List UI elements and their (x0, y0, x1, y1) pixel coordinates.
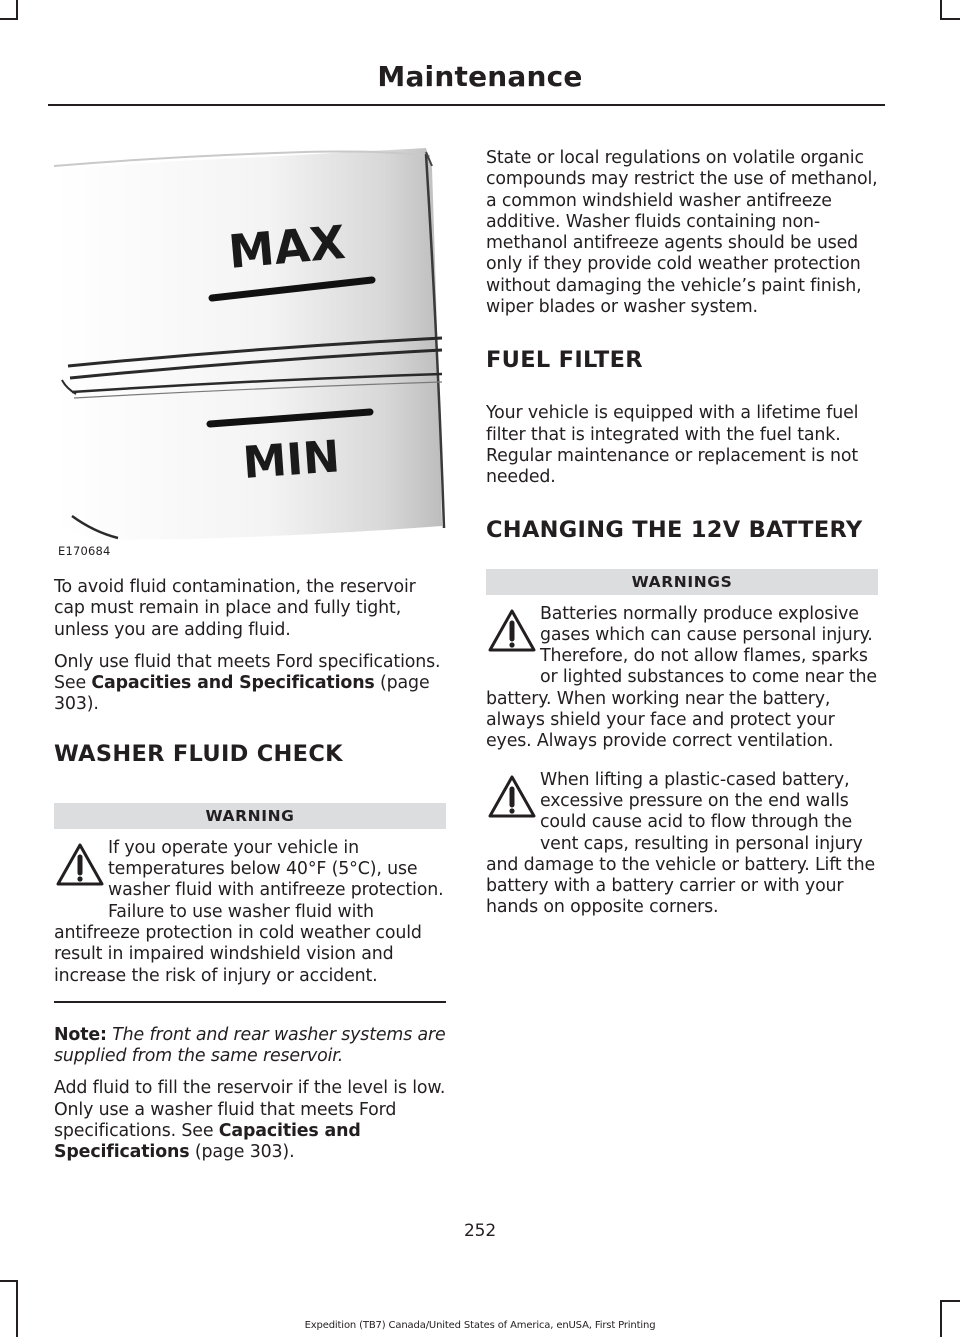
max-label: MAX (226, 214, 348, 279)
page-reference: (page 303). (54, 673, 430, 715)
warning-block (486, 770, 878, 919)
warning-text: If you operate your vehicle in temperatures below 40°F (5°C), use washer fluid with antifreeze protection. Failure to use washer fluid with antifreeze protection in cold weather could result in impaired windshield vision and increase the risk of injury or accident. (54, 837, 444, 986)
section-heading: CHANGING THE 12V BATTERY (486, 516, 863, 543)
header-rule (48, 104, 885, 106)
note (54, 1025, 446, 1068)
left-column (54, 148, 446, 1164)
crop-mark (940, 1300, 960, 1302)
warning-heading: WARNING (54, 803, 446, 829)
page-reference: (page 303). (189, 1142, 295, 1163)
crop-mark (940, 0, 942, 20)
note-text: The front and rear washer systems are supplied from the same reservoir. (54, 1024, 446, 1067)
footer-edition: Expedition (TB7) Canada/United States of America, enUSA, First Printing (304, 1320, 656, 1331)
crop-mark (940, 18, 960, 20)
warning-triangle-icon (54, 838, 106, 902)
section-heading: FUEL FILTER (486, 347, 643, 374)
page-title: Maintenance (377, 60, 583, 93)
note-label: Note: (54, 1024, 107, 1045)
min-label: MIN (241, 431, 342, 489)
text: Only use fluid that meets Ford specifications. See (54, 651, 441, 694)
warning-triangle-icon (486, 604, 538, 668)
paragraph: To avoid fluid contamination, the reservoir cap must remain in place and fully tight, unless you are adding fluid. (54, 577, 416, 640)
warning-box (486, 569, 878, 919)
warning-block (54, 838, 446, 987)
warning-block (486, 604, 878, 753)
reservoir-figure (54, 148, 446, 560)
paragraph: State or local regulations on volatile organic compounds may restrict the use of methanol, a common windshield washer antifreeze additive. Washer fluids containing non-methanol antifreeze agents should be used only if they provide cold weather protection without damaging the vehicle’s paint finish, wiper blades or washer system. (486, 148, 878, 318)
right-column (486, 148, 878, 919)
section-heading: WASHER FLUID CHECK (54, 740, 343, 767)
figure-id: E170684 (58, 544, 111, 558)
crop-mark (16, 0, 18, 20)
paragraph: Your vehicle is equipped with a lifetime fuel filter that is integrated with the fuel tank. Regular maintenance or replacement is not needed. (486, 403, 859, 488)
warning-rule (54, 1001, 446, 1003)
cross-reference-link[interactable]: Capacities and Specifications (91, 673, 375, 694)
cross-reference-link[interactable]: Capacities and Specifications (54, 1121, 361, 1163)
warning-text: When lifting a plastic-cased battery, excessive pressure on the end walls could cause acid to flow through the vent caps, resulting in personal injury and damage to the vehicle or battery. Lift the battery with a battery carrier or with your hands on opposite corners. (486, 769, 876, 918)
crop-mark (0, 1280, 18, 1282)
warning-box (54, 803, 446, 1003)
warning-triangle-icon (486, 770, 538, 834)
paragraph (54, 652, 446, 716)
page-number: 252 (464, 1221, 496, 1241)
reservoir-level-illustration (54, 148, 446, 560)
crop-mark (0, 18, 18, 20)
text: Add fluid to fill the reservoir if the level is low. Only use a washer fluid that meets Ford specifications. See (54, 1078, 446, 1142)
paragraph (54, 1078, 446, 1163)
warning-text: Batteries normally produce explosive gases which can cause personal injury. Therefore, do not allow flames, sparks or lighted substances to come near the battery. When working near the battery, always shield your face and protect your eyes. Always provide correct ventilation. (486, 603, 877, 752)
warning-heading: WARNINGS (486, 569, 878, 595)
